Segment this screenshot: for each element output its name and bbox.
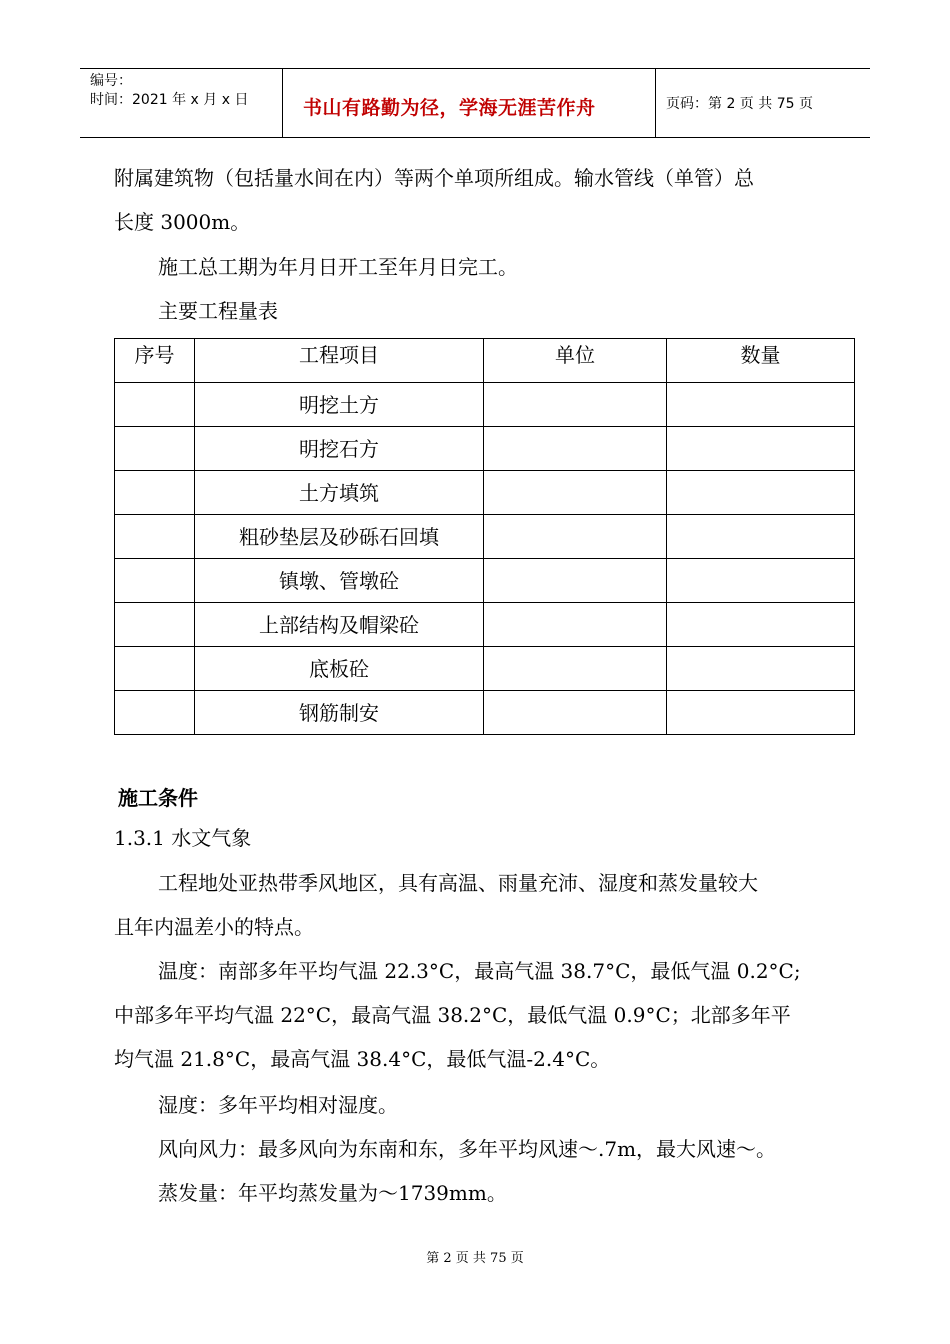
- paragraph-line: 工程地处亚热带季风地区，具有高温、雨量充沛、湿度和蒸发量较大: [158, 871, 758, 895]
- table-cell: [484, 471, 667, 515]
- table-cell: [484, 691, 667, 735]
- table-cell: [115, 471, 195, 515]
- header-item: 工程项目: [299, 343, 379, 367]
- table-cell: [115, 647, 195, 691]
- table-cell: 上部结构及帽梁砼: [195, 603, 484, 647]
- table-cell: [484, 559, 667, 603]
- table-cell: 明挖土方: [195, 383, 484, 427]
- table-cell: [484, 647, 667, 691]
- table-cell: [667, 603, 855, 647]
- table-cell: [115, 603, 195, 647]
- paragraph-line: 中部多年平均气温 22°C，最高气温 38.2°C，最低气温 0.9°C；北部多年平: [114, 1003, 791, 1027]
- table-cell: 粗砂垫层及砂砾石回填: [195, 515, 484, 559]
- paragraph-line: 施工总工期为年月日开工至年月日完工。: [158, 255, 518, 279]
- table-cell: [484, 427, 667, 471]
- table-header-cell: [484, 339, 667, 383]
- table-caption: 主要工程量表: [158, 299, 278, 323]
- table-cell: [667, 427, 855, 471]
- page-header: [80, 68, 870, 138]
- paragraph-line: 均气温 21.8°C，最高气温 38.4°C，最低气温-2.4°C。: [114, 1047, 611, 1071]
- table-cell: [115, 691, 195, 735]
- paragraph-line: 蒸发量：年平均蒸发量为～1739mm。: [158, 1181, 507, 1205]
- paragraph-line: 温度：南部多年平均气温 22.3°C，最高气温 38.7°C，最低气温 0.2°C;: [158, 959, 801, 983]
- table-cell: [484, 383, 667, 427]
- table-cell: [667, 383, 855, 427]
- table-header-cell: [667, 339, 855, 383]
- header-right-cell: [656, 69, 870, 137]
- table-cell: [115, 559, 195, 603]
- header-left-cell: [80, 69, 283, 137]
- header-quantity: 数量: [740, 343, 781, 367]
- table-header-cell: [115, 339, 195, 383]
- header-no: 序号: [134, 343, 175, 367]
- table-header-cell: [195, 339, 484, 383]
- paragraph-line: 附属建筑物（包括量水间在内）等两个单项所组成。输水管线（单管）总: [114, 166, 754, 190]
- table-cell: 土方填筑: [195, 471, 484, 515]
- header-unit: 单位: [555, 343, 595, 367]
- header-motto: 书山有路勤为径，学海无涯苦作舟: [303, 97, 596, 119]
- quantities-table: [114, 338, 855, 735]
- paragraph-line: 风向风力：最多风向为东南和东，多年平均风速～.7m，最大风速～。: [158, 1137, 777, 1161]
- table-cell: [484, 603, 667, 647]
- table-cell: [115, 383, 195, 427]
- table-cell: [115, 427, 195, 471]
- table-cell: 钢筋制安: [195, 691, 484, 735]
- table-cell: 镇墩、管墩砼: [195, 559, 484, 603]
- table-row: [115, 515, 855, 559]
- section-heading: 施工条件: [118, 786, 198, 810]
- table-cell: [667, 515, 855, 559]
- table-cell: [667, 691, 855, 735]
- table-row: [115, 603, 855, 647]
- document-code: 编号：: [90, 73, 132, 89]
- header-middle-cell: [283, 69, 656, 137]
- table-row: [115, 427, 855, 471]
- table-cell: [115, 515, 195, 559]
- table-row: [115, 691, 855, 735]
- table-row: [115, 559, 855, 603]
- paragraph-line: 湿度：多年平均相对湿度。: [158, 1093, 398, 1117]
- table-row: [115, 383, 855, 427]
- page-footer: 第 2 页 共 75 页: [426, 1251, 524, 1266]
- document-date: 时间：2021 年 x 月 x 日: [90, 92, 249, 108]
- table-cell: [667, 647, 855, 691]
- subsection-heading: 1.3.1 水文气象: [114, 826, 252, 850]
- header-page-info: 页码：第 2 页 共 75 页: [666, 96, 813, 112]
- table-cell: 底板砼: [195, 647, 484, 691]
- table-cell: [667, 559, 855, 603]
- table-row: [115, 471, 855, 515]
- table-cell: [667, 471, 855, 515]
- paragraph-line: 且年内温差小的特点。: [114, 915, 314, 939]
- table-cell: [484, 515, 667, 559]
- paragraph-line: 长度 3000m。: [114, 210, 251, 234]
- table-header-row: [115, 339, 855, 383]
- table-row: [115, 647, 855, 691]
- table-cell: 明挖石方: [195, 427, 484, 471]
